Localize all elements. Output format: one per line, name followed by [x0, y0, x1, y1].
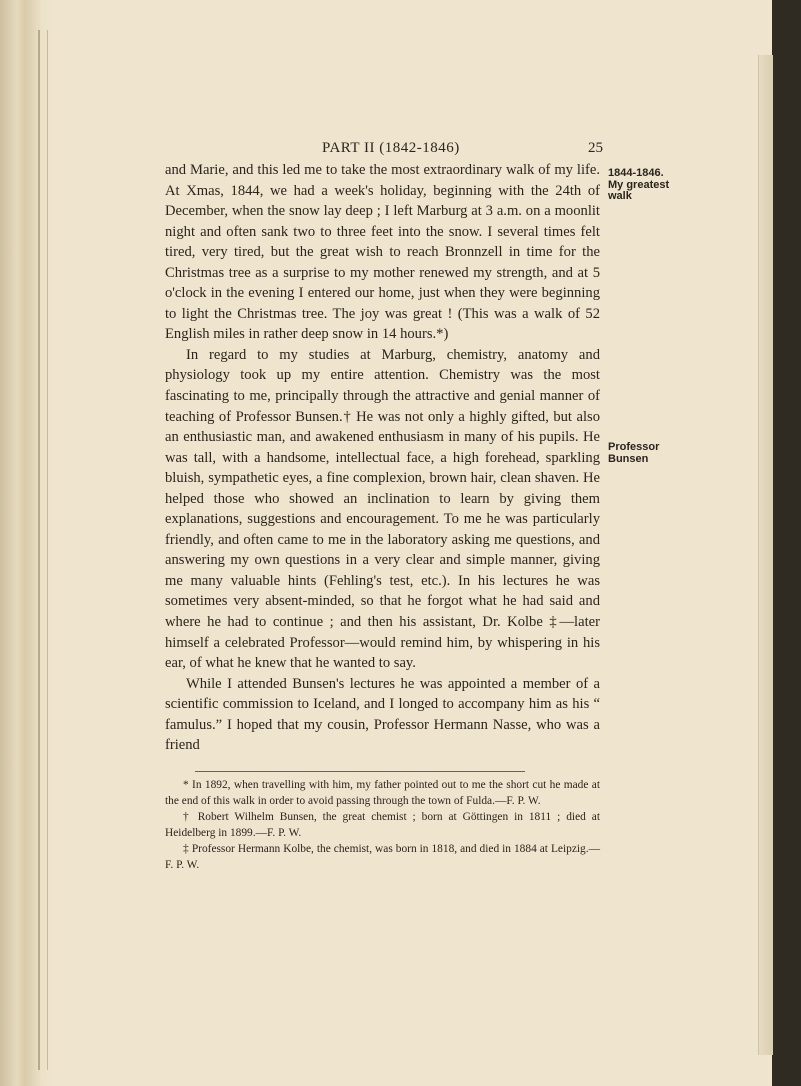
gutter-line [38, 30, 40, 1070]
margin-note-line: Bunsen [608, 452, 649, 465]
footnote: ‡ Professor Hermann Kolbe, the chemist, was born in 1818, and died in 1884 at Leipzig.—F. P. W. [165, 842, 600, 871]
footnote-rule [195, 771, 525, 772]
gutter-line [47, 30, 48, 1070]
margin-note-professor-bunsen [608, 442, 659, 465]
page-number: 25 [588, 140, 603, 156]
margin-note-line: walk [608, 190, 632, 202]
margin-note-greatest-walk [608, 168, 669, 203]
footnote: † Robert Wilhelm Bunsen, the great chemist ; born at Göttingen in 1811 ; died at Heidelberg in 1899.—F. P. W. [165, 810, 600, 839]
footnotes [165, 778, 600, 873]
footnote: * In 1892, when travelling with him, my father pointed out to me the short cut he made at the end of this walk in order to avoid passing through the town of Fulda.—F. P. W. [165, 779, 600, 807]
book-spine-gutter [0, 0, 56, 1086]
body-text [165, 160, 600, 756]
running-title: PART II (1842-1846) [322, 140, 460, 156]
margin-note-line: Professor [608, 441, 660, 453]
page-edge [758, 55, 773, 1055]
margin-note-line: My greatest [608, 178, 670, 191]
paragraph: and Marie, and this led me to take the most extraordinary walk of my life. At Xmas, 1844, we had a week's holiday, beginning with the 24th of December, when the snow lay deep ; I left Marburg at 3 a.m. on a moonlit night and often sank two to three feet into the snow. I several times felt tired, very tired, but the great wish to reach Bronnzell in time for the Christmas tree as a surprise to my mother renewed my strength, and at 5 o'clock in the evening I entered our home, just when they were beginning to light the Christmas tree. The joy was great ! (This was a walk of 52 English miles in rather deep snow in 14 hours.*) [165, 162, 600, 343]
paragraph: While I attended Bunsen's lectures he was appointed a member of a scientific commission to Iceland, and I longed to accompany him as his “ famulus.” I hoped that my cousin, Professor Hermann Nasse, who was a friend [165, 675, 600, 754]
margin-note-line: 1844-1846. [608, 167, 664, 179]
paragraph: In regard to my studies at Marburg, chemistry, anatomy and physiology took up my entire attention. Chemistry was the most fascinating to me, principally through the attractive and genial manner of teaching of Professor Bunsen.† He was not only a highly gifted, but also an enthusiastic man, and awakened enthusiasm in many of his pupils. He was tall, with a handsome, intellectual face, a high forehead, sparkling bluish, sympathetic eyes, a fine complexion, brown hair, clean shaven. He helped those who showed an inclination to learn by giving them explanations, suggestions and encouragement. To me he was particularly friendly, and often came to me in the laboratory asking me questions, and answering my own questions in a very clear and simple manner, giving me many valuable hints (Fehling's test, etc.). In his lectures he was sometimes very absent-minded, so that he forgot what he had said and where he had to continue ; and then his assistant, Dr. Kolbe ‡—later himself a celebrated Professor—would remind him, by whispering in his ear, of what he knew that he wanted to say. [165, 346, 600, 672]
